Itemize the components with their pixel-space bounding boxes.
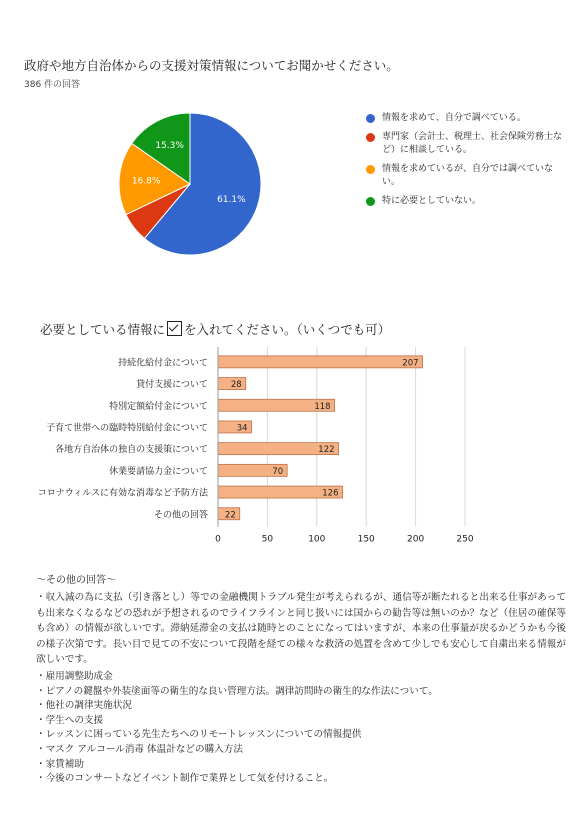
legend-dot [366, 114, 375, 123]
pie-chart [110, 104, 270, 264]
legend-label: 特に必要としていない。 [382, 196, 482, 206]
bar-value-label: 34 [236, 423, 248, 434]
y-category-label: 休業要請協力金について [109, 466, 208, 477]
pie-slice-label: 61.1% [217, 195, 246, 206]
pie-legend [366, 112, 566, 214]
list-item: ・雇用調整助成金 [36, 671, 113, 682]
x-tick-label: 100 [308, 534, 326, 545]
x-tick-label: 150 [357, 534, 375, 545]
x-tick-label: 0 [215, 534, 221, 545]
list-item: ・マスク アルコール消毒 体温計などの購入方法 [36, 743, 243, 755]
list-item: ・学生への支援 [36, 714, 104, 726]
pie-slice-label: 15.3% [155, 140, 184, 151]
other-answer-paragraph: ・収入減の為に支払（引き落とし）等での金融機関トラブル発生が考えられるが、通信等が断たれると出来る仕事があっても出来なくなるなどの恐れが予想されるのでライフラインと同じ扱いには国からの勧告等は無いのか？など（住居の確保等も含め）の情報が欲しいです。滞納延滞金の支払は随時とのことになってはいますが、本来の仕事量が戻るかどうかも今後の様子次第です。長い目で見ての不安について段階を経ての様々な救済の処置を含めて少しでも安心して自粛出来る情報が欲しいです。 [36, 592, 566, 665]
other-answers-heading: 〜その他の回答〜 [36, 575, 116, 586]
legend-item [366, 131, 566, 157]
other-answers-list [36, 670, 566, 787]
x-tick-label: 250 [456, 534, 474, 545]
bar-value-label: 28 [230, 380, 242, 391]
list-item: ・今後のコンサートなどイベント制作で業界として気を付けること。 [36, 773, 334, 785]
list-item: ・ピアノの鍵盤や外装塗面等の衛生的な良い管理方法。調律訪問時の衛生的な作法について。 [36, 685, 438, 697]
legend-item [366, 112, 566, 125]
y-category-label: 持続化給付金について [118, 358, 208, 369]
list-item: ・レッスンに困っている先生たちへのリモートレッスンについての情報提供 [36, 729, 362, 741]
bar-value-label: 22 [224, 510, 236, 521]
response-count: 386 件の回答 [24, 80, 81, 90]
legend-dot [366, 133, 375, 142]
legend-dot [366, 165, 375, 174]
bar-value-label: 207 [402, 358, 419, 369]
bar [218, 356, 423, 368]
y-category-label: コロナウィルスに有効な消毒など予防方法 [37, 488, 208, 499]
bar-chart [0, 345, 580, 550]
checkbox-icon [167, 321, 182, 336]
x-tick-label: 200 [407, 534, 425, 545]
legend-item [366, 163, 566, 189]
question2-title-before: 必要としている情報に [40, 322, 166, 337]
y-category-label: 子育て世帯への臨時特別給付金について [46, 423, 208, 434]
y-category-label: 各地方自治体の独自の支援策について [55, 445, 208, 456]
legend-label: 専門家（会計士、税理士、社会保険労務士など）に相談している。 [382, 132, 563, 155]
y-category-label: 特別定額給付金について [109, 401, 208, 412]
y-category-label: 貸付支援について [136, 380, 208, 391]
list-item: ・他社の調律実施状況 [36, 700, 132, 712]
question2-title-after: を入れてください。（いくつでも可） [184, 322, 391, 337]
list-item: ・家賃補助 [36, 758, 84, 770]
legend-label: 情報を求めているが、自分では調べていない。 [382, 164, 554, 187]
bar-value-label: 70 [272, 466, 284, 477]
pie-slice-label: 16.8% [131, 176, 161, 187]
x-tick-label: 50 [261, 534, 274, 545]
bar-value-label: 118 [314, 401, 331, 412]
legend-label: 情報を求めて、自分で調べている。 [382, 113, 526, 123]
legend-item [366, 195, 566, 208]
legend-dot [366, 197, 375, 206]
bar-value-label: 126 [322, 488, 339, 499]
y-category-label: その他の回答 [153, 510, 208, 521]
question2-title [40, 320, 390, 338]
bar-value-label: 122 [318, 445, 335, 456]
question1-title: 政府や地方自治体からの支援対策情報についてお聞かせください。 [24, 58, 399, 73]
